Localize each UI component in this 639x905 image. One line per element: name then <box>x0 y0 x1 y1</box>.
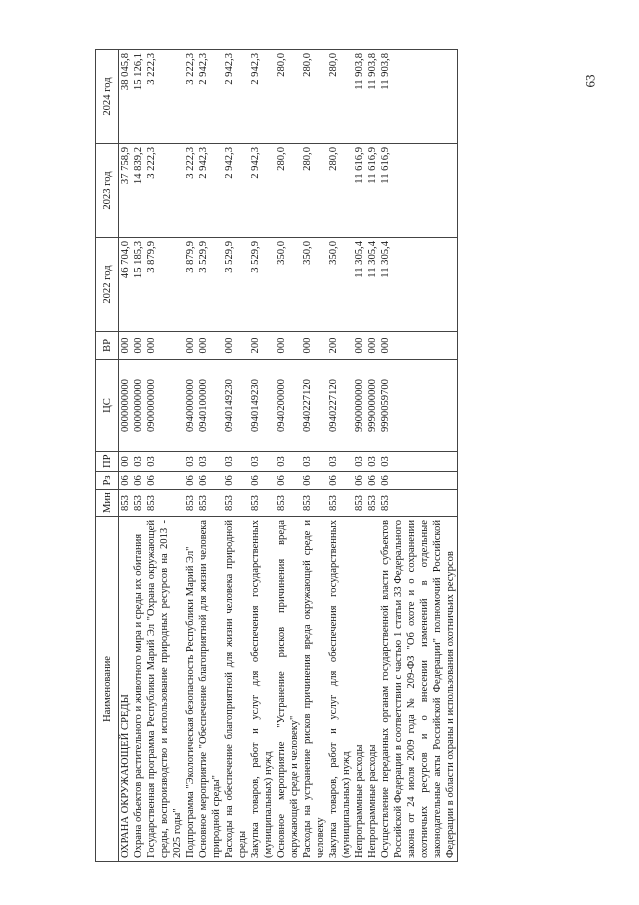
page-number: 63 <box>582 74 598 88</box>
row-value-2024: 11 903,8 <box>380 53 391 90</box>
row-pr: 03 <box>276 456 287 467</box>
row-vr-cell <box>301 332 327 360</box>
row-rz-cell <box>327 472 353 490</box>
row-vr: 000 <box>224 337 235 354</box>
row-pr: 03 <box>198 456 209 467</box>
row-value-2023: 37 758,9 <box>120 147 131 185</box>
row-value-2024: 11 903,8 <box>354 53 365 90</box>
row-value-2023: 11 616,9 <box>380 147 391 184</box>
table-row <box>275 50 301 862</box>
row-vr-cell <box>353 332 458 360</box>
row-cs: 9900000000 <box>354 379 365 432</box>
row-vr: 000 <box>146 337 157 354</box>
row-min: 853 <box>224 495 235 511</box>
row-rz-cell <box>353 472 458 490</box>
row-value-2023-cell <box>184 144 197 238</box>
row-pr-cell <box>327 452 353 472</box>
row-rz: 06 <box>185 475 196 486</box>
row-cs: 0940149230 <box>224 379 235 432</box>
row-value-2022-cell <box>197 238 223 332</box>
header-name: Наименование <box>96 517 119 862</box>
row-vr-cell <box>327 332 353 360</box>
row-min: 853 <box>367 495 378 511</box>
row-rz: 06 <box>302 475 313 486</box>
row-cs: 0000000000 <box>133 379 144 432</box>
row-min: 853 <box>185 495 196 511</box>
row-value-2024-cell <box>223 50 249 144</box>
row-pr-cell <box>145 452 184 472</box>
row-value-2024-cell <box>145 50 184 144</box>
row-value-2023-cell <box>301 144 327 238</box>
header-vr: ВР <box>96 332 119 360</box>
row-value-2022-cell <box>119 238 146 332</box>
row-value-2022: 3 529,9 <box>250 241 261 273</box>
table-header-row <box>96 50 119 862</box>
header-rz: Рз <box>96 472 119 490</box>
row-min: 853 <box>380 495 391 511</box>
table-row <box>119 50 146 862</box>
row-value-2022: 46 704,0 <box>120 241 131 279</box>
row-pr: 03 <box>133 456 144 467</box>
row-pr-cell <box>353 452 458 472</box>
row-value-2024: 280,0 <box>302 53 313 77</box>
row-value-2023: 280,0 <box>302 147 313 171</box>
row-vr: 000 <box>120 337 131 354</box>
row-cs-cell <box>119 360 146 452</box>
row-value-2022: 3 879,9 <box>146 241 157 273</box>
row-name: Осуществление переданных органам государственной власти субъектов Российской Федерации в соответствии с частью 1 статьи 33 Федерального закона от 24 июля 2009 года № 209-ФЗ "Об охоте и о сохранении охотничьих ресурсов и о внесении изменений в отдельные законодательные акты Российской Федерации" полномочий Российской Федерации в области охраны и использования охотничьих ресурсов <box>380 520 456 858</box>
row-value-2024-cell <box>184 50 197 144</box>
row-pr-cell <box>301 452 327 472</box>
row-name: Закупка товаров, работ и услуг для обеспечения государственных (муниципальных) нужд <box>250 520 274 858</box>
row-vr-cell <box>197 332 223 360</box>
header-pr: ПР <box>96 452 119 472</box>
row-pr: 03 <box>146 456 157 467</box>
row-min-cell <box>301 490 327 517</box>
row-value-2022-cell <box>353 238 458 332</box>
row-rz-cell <box>301 472 327 490</box>
row-vr: 200 <box>250 337 261 354</box>
row-value-2024: 2 942,3 <box>224 53 235 85</box>
row-value-2022: 3 879,9 <box>185 241 196 273</box>
row-pr-cell <box>249 452 275 472</box>
row-value-2023: 2 942,3 <box>224 147 235 179</box>
row-cs-cell <box>184 360 197 452</box>
budget-table-container <box>95 50 545 862</box>
row-value-2023: 3 222,3 <box>146 147 157 179</box>
table-row <box>184 50 197 862</box>
row-pr: 03 <box>380 456 391 467</box>
row-value-2022-cell <box>145 238 184 332</box>
row-pr: 00 <box>120 456 131 467</box>
row-name-cell <box>275 517 301 862</box>
row-value-2022-cell <box>249 238 275 332</box>
row-cs-cell <box>353 360 458 452</box>
rotated-table-stage <box>95 50 639 862</box>
row-rz: 06 <box>367 475 378 486</box>
row-value-2024-cell <box>249 50 275 144</box>
row-pr: 03 <box>185 456 196 467</box>
row-pr-cell <box>197 452 223 472</box>
row-vr: 000 <box>367 337 378 354</box>
row-pr-cell <box>275 452 301 472</box>
header-2023: 2023 год <box>96 144 119 238</box>
row-name-cell <box>249 517 275 862</box>
row-min-cell <box>197 490 223 517</box>
row-value-2022: 350,0 <box>328 241 339 265</box>
row-cs: 0940200000 <box>276 379 287 432</box>
row-value-2023-cell <box>223 144 249 238</box>
row-name: Расходы на обеспечение благоприятной для жизни человека природной среды <box>224 520 248 858</box>
row-value-2023: 3 222,3 <box>185 147 196 179</box>
row-cs: 0900000000 <box>146 379 157 432</box>
row-name: Подпрограмма "Экологическая безопасность Республики Марий Эл" <box>185 546 196 858</box>
row-vr-cell <box>223 332 249 360</box>
row-rz-cell <box>249 472 275 490</box>
row-value-2024: 38 045,8 <box>120 53 131 91</box>
row-pr: 03 <box>224 456 235 467</box>
row-cs-cell <box>301 360 327 452</box>
row-name: ОХРАНА ОКРУЖАЮЩЕЙ СРЕДЫ <box>120 694 131 858</box>
row-cs: 0940227120 <box>302 379 313 432</box>
row-rz-cell <box>145 472 184 490</box>
row-min: 853 <box>328 495 339 511</box>
table-row <box>197 50 223 862</box>
row-value-2023-cell <box>275 144 301 238</box>
row-name-cell <box>327 517 353 862</box>
row-vr-cell <box>275 332 301 360</box>
table-row <box>223 50 249 862</box>
row-min-cell <box>327 490 353 517</box>
budget-table <box>95 49 458 862</box>
row-value-2024: 3 222,3 <box>185 53 196 85</box>
row-value-2023-cell <box>197 144 223 238</box>
row-cs-cell <box>275 360 301 452</box>
row-value-2022: 3 529,9 <box>224 241 235 273</box>
table-row <box>145 50 184 862</box>
row-vr: 200 <box>328 337 339 354</box>
row-value-2022-cell <box>275 238 301 332</box>
table-body <box>119 50 458 862</box>
row-rz: 06 <box>224 475 235 486</box>
row-name-cell <box>353 517 458 862</box>
row-min: 853 <box>120 495 131 511</box>
table-row <box>353 50 458 862</box>
row-value-2024-cell <box>301 50 327 144</box>
row-value-2022: 3 529,9 <box>198 241 209 273</box>
row-value-2024-cell <box>119 50 146 144</box>
row-name: Охрана объектов растительного и животного мира и среды их обитания <box>133 533 144 858</box>
row-name-cell <box>223 517 249 862</box>
row-min: 853 <box>133 495 144 511</box>
row-value-2022: 350,0 <box>276 241 287 265</box>
row-pr: 03 <box>302 456 313 467</box>
row-value-2022: 11 305,4 <box>367 241 378 278</box>
header-min: Мин <box>96 490 119 517</box>
header-2024: 2024 год <box>96 50 119 144</box>
row-rz-cell <box>184 472 197 490</box>
row-value-2023-cell <box>249 144 275 238</box>
row-vr: 000 <box>198 337 209 354</box>
row-vr: 000 <box>133 337 144 354</box>
row-rz: 06 <box>146 475 157 486</box>
row-min: 853 <box>354 495 365 511</box>
row-min-cell <box>184 490 197 517</box>
row-value-2022-cell <box>184 238 197 332</box>
row-cs: 0940227120 <box>328 379 339 432</box>
row-vr-cell <box>145 332 184 360</box>
row-min: 853 <box>146 495 157 511</box>
row-value-2024: 11 903,8 <box>367 53 378 90</box>
row-rz-cell <box>275 472 301 490</box>
row-rz: 06 <box>380 475 391 486</box>
row-vr: 000 <box>380 337 391 354</box>
row-cs-cell <box>197 360 223 452</box>
row-min-cell <box>275 490 301 517</box>
table-row <box>249 50 275 862</box>
row-pr: 03 <box>328 456 339 467</box>
row-cs: 9990000000 <box>367 379 378 432</box>
row-value-2024: 2 942,3 <box>250 53 261 85</box>
row-min-cell <box>119 490 146 517</box>
row-rz: 06 <box>120 475 131 486</box>
table-row <box>327 50 353 862</box>
row-vr: 000 <box>276 337 287 354</box>
row-cs: 0000000000 <box>120 379 131 432</box>
row-value-2022-cell <box>327 238 353 332</box>
row-value-2023: 14 839,2 <box>133 147 144 185</box>
row-vr-cell <box>119 332 146 360</box>
row-value-2024-cell <box>353 50 458 144</box>
row-name-cell <box>119 517 146 862</box>
row-vr: 000 <box>185 337 196 354</box>
row-value-2022: 350,0 <box>302 241 313 265</box>
row-value-2024: 2 942,3 <box>198 53 209 85</box>
row-value-2022: 11 305,4 <box>354 241 365 278</box>
row-cs: 9990059700 <box>380 379 391 432</box>
row-value-2023: 11 616,9 <box>367 147 378 184</box>
row-min-cell <box>353 490 458 517</box>
row-value-2023: 280,0 <box>328 147 339 171</box>
row-value-2022-cell <box>223 238 249 332</box>
row-pr: 03 <box>354 456 365 467</box>
row-name-cell <box>197 517 223 862</box>
row-pr: 03 <box>367 456 378 467</box>
header-cs: ЦС <box>96 360 119 452</box>
row-value-2023-cell <box>119 144 146 238</box>
row-rz: 06 <box>250 475 261 486</box>
row-name: Непрограммные расходы <box>367 744 378 858</box>
row-vr-cell <box>184 332 197 360</box>
row-value-2023: 2 942,3 <box>198 147 209 179</box>
row-cs-cell <box>223 360 249 452</box>
row-min: 853 <box>198 495 209 511</box>
row-pr-cell <box>223 452 249 472</box>
row-value-2023-cell <box>353 144 458 238</box>
row-vr: 000 <box>302 337 313 354</box>
row-name: Закупка товаров, работ и услуг для обеспечения государственных (муниципальных) нужд <box>328 520 352 858</box>
row-value-2024-cell <box>197 50 223 144</box>
row-min: 853 <box>302 495 313 511</box>
row-cs: 0940149230 <box>250 379 261 432</box>
row-pr-cell <box>119 452 146 472</box>
row-value-2024: 280,0 <box>328 53 339 77</box>
row-cs: 0940100000 <box>198 379 209 432</box>
row-cs: 0940000000 <box>185 379 196 432</box>
row-value-2024-cell <box>275 50 301 144</box>
row-value-2023: 2 942,3 <box>250 147 261 179</box>
row-name-cell <box>301 517 327 862</box>
row-rz-cell <box>197 472 223 490</box>
row-value-2023: 11 616,9 <box>354 147 365 184</box>
row-name-cell <box>184 517 197 862</box>
row-value-2024-cell <box>327 50 353 144</box>
row-value-2024: 15 126,1 <box>133 53 144 91</box>
row-value-2023: 280,0 <box>276 147 287 171</box>
row-min-cell <box>249 490 275 517</box>
row-rz: 06 <box>133 475 144 486</box>
row-cs-cell <box>145 360 184 452</box>
row-vr: 000 <box>354 337 365 354</box>
row-vr-cell <box>249 332 275 360</box>
row-rz: 06 <box>354 475 365 486</box>
row-cs-cell <box>327 360 353 452</box>
row-rz-cell <box>223 472 249 490</box>
row-value-2022: 15 185,3 <box>133 241 144 279</box>
row-value-2024: 3 222,3 <box>146 53 157 85</box>
row-rz: 06 <box>276 475 287 486</box>
row-name: Государственная программа Республики Марий Эл "Охрана окружающей среды, воспроизводство и использование природных ресурсов на 2013 - 2025 годы" <box>146 520 183 858</box>
row-cs-cell <box>249 360 275 452</box>
row-rz-cell <box>119 472 146 490</box>
row-min: 853 <box>276 495 287 511</box>
header-2022: 2022 год <box>96 238 119 332</box>
row-pr: 03 <box>250 456 261 467</box>
row-name-cell <box>145 517 184 862</box>
row-name: Расходы на устранение рисков причинения вреда окружающей среде и человеку <box>302 520 326 858</box>
row-value-2024: 280,0 <box>276 53 287 77</box>
row-min-cell <box>223 490 249 517</box>
row-name: Основное мероприятие "Обеспечение благоприятной для жизни человека природной среды" <box>198 520 222 858</box>
row-rz: 06 <box>198 475 209 486</box>
row-min: 853 <box>250 495 261 511</box>
row-value-2023-cell <box>327 144 353 238</box>
table-row <box>301 50 327 862</box>
row-value-2022-cell <box>301 238 327 332</box>
row-name: Основное мероприятие "Устранение рисков причинения вреда окружающей среде и человеку" <box>276 520 300 858</box>
row-name: Непрограммные расходы <box>354 744 365 858</box>
row-value-2023-cell <box>145 144 184 238</box>
row-value-2022: 11 305,4 <box>380 241 391 278</box>
row-rz: 06 <box>328 475 339 486</box>
row-pr-cell <box>184 452 197 472</box>
row-min-cell <box>145 490 184 517</box>
